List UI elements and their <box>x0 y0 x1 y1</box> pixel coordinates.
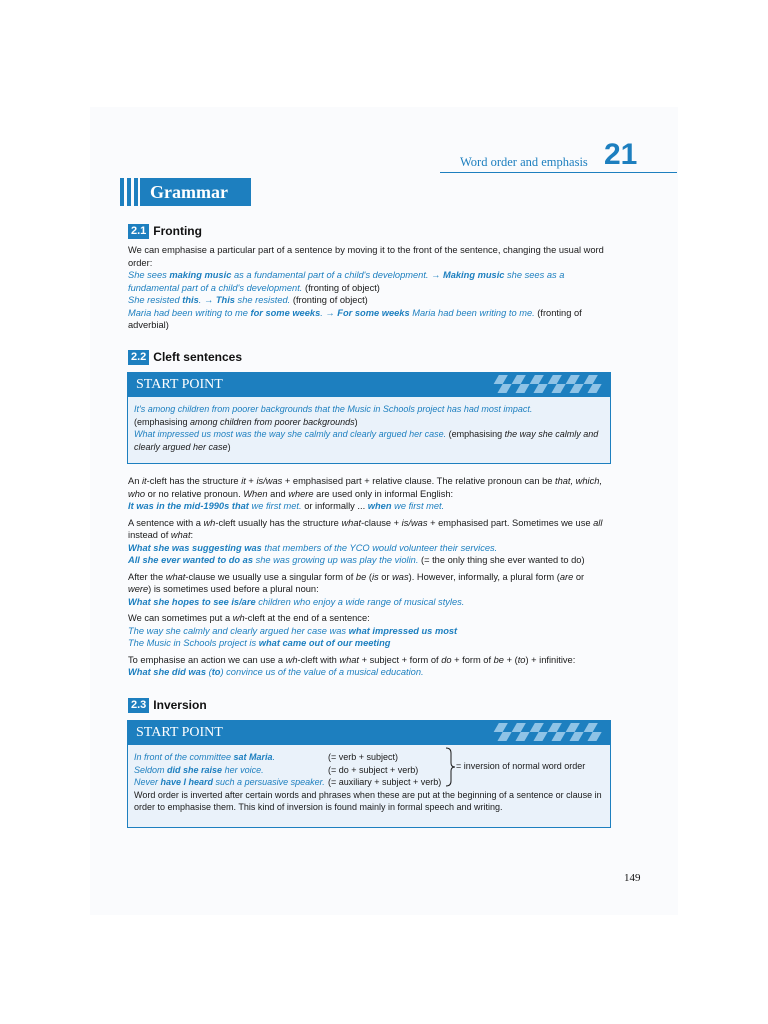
example: All she ever wanted to do as she was growing up was play the violin. (= the only thing she ever wanted to do) <box>128 555 585 565</box>
example: What she did was (to) convince us of the value of a musical education. <box>128 667 424 677</box>
section-number: 2.3 <box>128 698 149 713</box>
paragraph: Word order is inverted after certain words and phrases when these are put at the beginning of a sentence or clause in order to emphasise them. This kind of inversion is found mainly in formal speech and writing. <box>134 789 602 812</box>
inversion-note: = inversion of normal word order <box>456 761 586 771</box>
section-title: Cleft sentences <box>153 350 242 364</box>
section-number: 2.1 <box>128 224 149 239</box>
section-title: Fronting <box>153 224 202 238</box>
example: She resisted this. → This she resisted. (fronting of object) <box>128 295 368 305</box>
cleft-body <box>128 475 608 679</box>
section-heading-cleft <box>128 349 242 365</box>
chapter-number: 21 <box>604 138 638 171</box>
example: It was in the mid-1990s that we first met. or informally ... when we first met. <box>128 501 445 511</box>
checker-pattern-icon <box>460 373 610 397</box>
inversion-example-row: Seldom did she raise her voice. (= do + subject + verb) <box>134 764 419 775</box>
example: Maria had been writing to me for some weeks. → For some weeks Maria had been writing to me. (fronting of adverbial) <box>128 307 582 330</box>
header-rule <box>440 172 677 173</box>
start-point-title: START POINT <box>136 725 223 740</box>
section-number: 2.2 <box>128 350 149 365</box>
paragraph: An it-cleft has the structure it + is/was + emphasised part + relative clause. The relative pronoun can be that, which, who or no relative pronoun. When and where are used only in informal English: <box>128 476 603 499</box>
start-point-box-inversion <box>127 720 611 828</box>
example: What impressed us most was the way she calmly and clearly argued her case. (emphasising the way she calmly and clearly argued her case) <box>134 429 599 452</box>
section-heading-fronting <box>128 223 202 239</box>
grammar-banner: Grammar <box>140 178 251 206</box>
example: What she was suggesting was that members of the YCO would volunteer their services. <box>128 542 498 553</box>
start-point-header <box>128 721 610 745</box>
brace-icon <box>444 747 456 787</box>
start-point-header <box>128 373 610 397</box>
start-point-box-cleft <box>127 372 611 464</box>
section-heading-inversion <box>128 697 207 713</box>
example: The way she calmly and clearly argued her case was what impressed us most <box>128 625 458 636</box>
start-point-content <box>134 403 604 453</box>
paragraph: After the what-clause we usually use a singular form of be (is or was). However, informally, a plural form (are or were) is sometimes used before a plural noun: <box>128 571 585 594</box>
chapter-title: Word order and emphasis <box>460 155 588 169</box>
example: She sees making music as a fundamental part of a child's development. → Making music she sees as a fundamental part of a child's development. (fronting of object) <box>128 270 565 293</box>
inversion-example-row: Never have I heard such a persuasive speaker. (= auxiliary + subject + verb) <box>134 777 442 787</box>
example: It's among children from poorer backgrounds that the Music in Schools project has had most impact. <box>134 404 533 414</box>
paragraph: A sentence with a wh-cleft usually has the structure what-clause + is/was + emphasised part. Sometimes we use all instead of what: <box>128 517 603 540</box>
paragraph: To emphasise an action we can use a wh-cleft with what + subject + form of do + form of be + (to) + infinitive: <box>128 654 576 665</box>
paragraph: We can emphasise a particular part of a sentence by moving it to the front of the sentence, changing the usual word order: <box>128 245 604 268</box>
example: What she hopes to see is/are children who enjoy a wide range of musical styles. <box>128 596 465 607</box>
example: The Music in Schools project is what came out of our meeting <box>128 638 391 648</box>
section-title: Inversion <box>153 698 207 712</box>
page-number: 149 <box>624 872 641 884</box>
fronting-body <box>128 244 608 332</box>
inversion-example-row: In front of the committee sat Maria. (= verb + subject) <box>134 752 399 762</box>
checker-pattern-icon <box>460 721 610 745</box>
example-note: (emphasising among children from poorer backgrounds) <box>134 416 358 427</box>
paragraph: We can sometimes put a wh-cleft at the end of a sentence: <box>128 613 370 623</box>
start-point-title: START POINT <box>136 377 223 392</box>
